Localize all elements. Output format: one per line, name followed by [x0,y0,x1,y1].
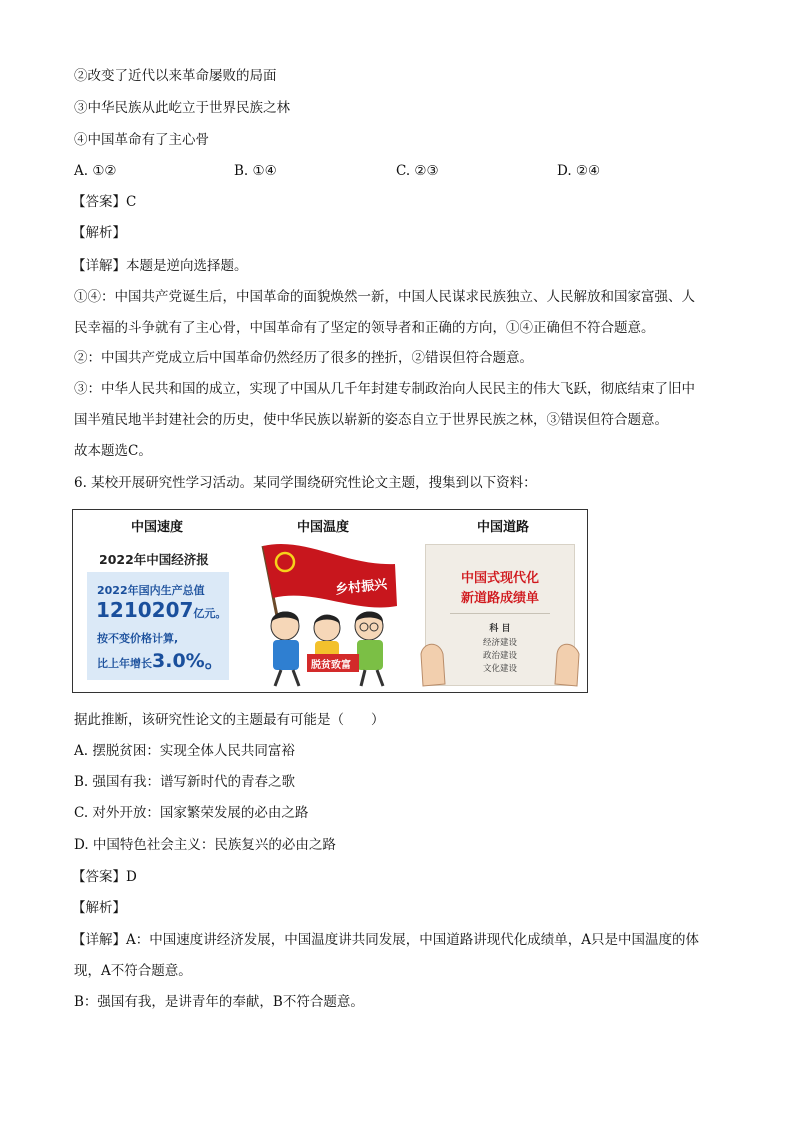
hands-holding-document [417,634,583,690]
q6-analysis-heading: 【解析】 [72,900,126,916]
statement-3: ③中华民族从此屹立于世界民族之林 [74,100,290,116]
leg-line-2 [293,670,299,686]
economy-report-heading: 2022年中国经济报 [99,552,209,567]
banner-text: 脱贫致富 [311,660,351,671]
q5-option-a: A. ①② [74,163,117,179]
subject-item: 文化建设 [482,664,517,674]
panel-warmth-title: 中国温度 [297,520,350,535]
gdp-value: 1210207 [96,598,194,622]
q5-option-d: D. ②④ [557,163,601,179]
q6-answer: 【答案】D [72,869,137,885]
panel-road-title: 中国道路 [477,520,530,535]
q5-explain-1b: 民幸福的斗争就有了主心骨，中国革命有了坚定的领导者和正确的方向，①④正确但不符合题意。 [74,320,655,336]
subject-item: 经济建设 [482,638,517,648]
q5-detail: 【详解】本题是逆向选择题。 [72,258,248,274]
q6-detail-b: 现，A不符合题意。 [74,963,192,979]
growth-value: 3.0%。 [152,650,224,672]
leg-line-3 [361,670,365,686]
document-title-line-2: 新道路成绩单 [460,591,539,606]
q6-detail-a: 【详解】A：中国速度讲经济发展，中国温度讲共同发展，中国道路讲现代化成绩单，A只是中国温度的体 [72,932,699,948]
leg-line-4 [377,670,383,686]
calc-note: 按不变价格计算, [97,632,179,645]
q5-option-c: C. ②③ [396,163,439,179]
child-body-right [357,640,383,670]
gdp-label: 2022年国内生产总值 [97,584,205,597]
right-hand [555,644,579,686]
q5-explain-2: ②：中国共产党成立后中国革命仍然经历了很多的挫折，②错误但符合题意。 [74,350,533,366]
material-figure [72,509,588,693]
document-title-line-1: 中国式现代化 [460,571,539,586]
statement-2: ②改变了近代以来革命屡败的局面 [74,68,277,84]
statement-4: ④中国革命有了主心骨 [74,132,209,148]
q6-detail-c: B：强国有我，是讲青年的奉献，B不符合题意。 [74,994,364,1010]
q6-option-b: B. 强国有我：谱写新时代的青春之歌 [74,774,296,790]
subject-label: 科 目 [489,624,511,634]
q5-answer: 【答案】C [72,194,137,210]
panel-speed-title: 中国速度 [131,520,184,535]
q6-prompt: 据此推断，该研究性论文的主题最有可能是（ ） [74,712,385,728]
gdp-card [87,572,229,680]
flag-text: 乡村振兴 [334,577,388,598]
q5-analysis-heading: 【解析】 [72,225,126,241]
q5-explain-3a: ③：中华人民共和国的成立，实现了中国从几千年封建专制政治向人民民主的伟大飞跃，彻底结束了旧中 [74,381,695,397]
q6-option-d: D. 中国特色社会主义：民族复兴的必由之路 [74,837,336,853]
left-hand [421,644,445,686]
q5-conclusion: 故本题选C。 [74,443,152,459]
q6-option-c: C. 对外开放：国家繁荣发展的必由之路 [74,805,309,821]
gdp-unit: 亿元。 [193,607,227,620]
growth-line [97,646,224,673]
q5-explain-1a: ①④：中国共产党诞生后，中国革命的面貌焕然一新，中国人民谋求民族独立、人民解放和国家富强、人 [74,289,695,305]
growth-prefix: 比上年增长 [97,657,152,670]
q5-option-b: B. ①④ [234,163,277,179]
child-body-left [273,640,299,670]
document-divider [450,613,550,614]
q6-stem: 6. 某校开展研究性学习活动。某同学围绕研究性论文主题，搜集到以下资料： [74,475,537,491]
gdp-figure [96,598,226,622]
q5-explain-3b: 国半殖民地半封建社会的历史，使中华民族以崭新的姿态自立于世界民族之林，③错误但符合题意。 [74,412,668,428]
leg-line-1 [275,670,281,686]
subject-item: 政治建设 [482,651,517,661]
q6-option-a: A. 摆脱贫困：实现全体人民共同富裕 [74,743,295,759]
